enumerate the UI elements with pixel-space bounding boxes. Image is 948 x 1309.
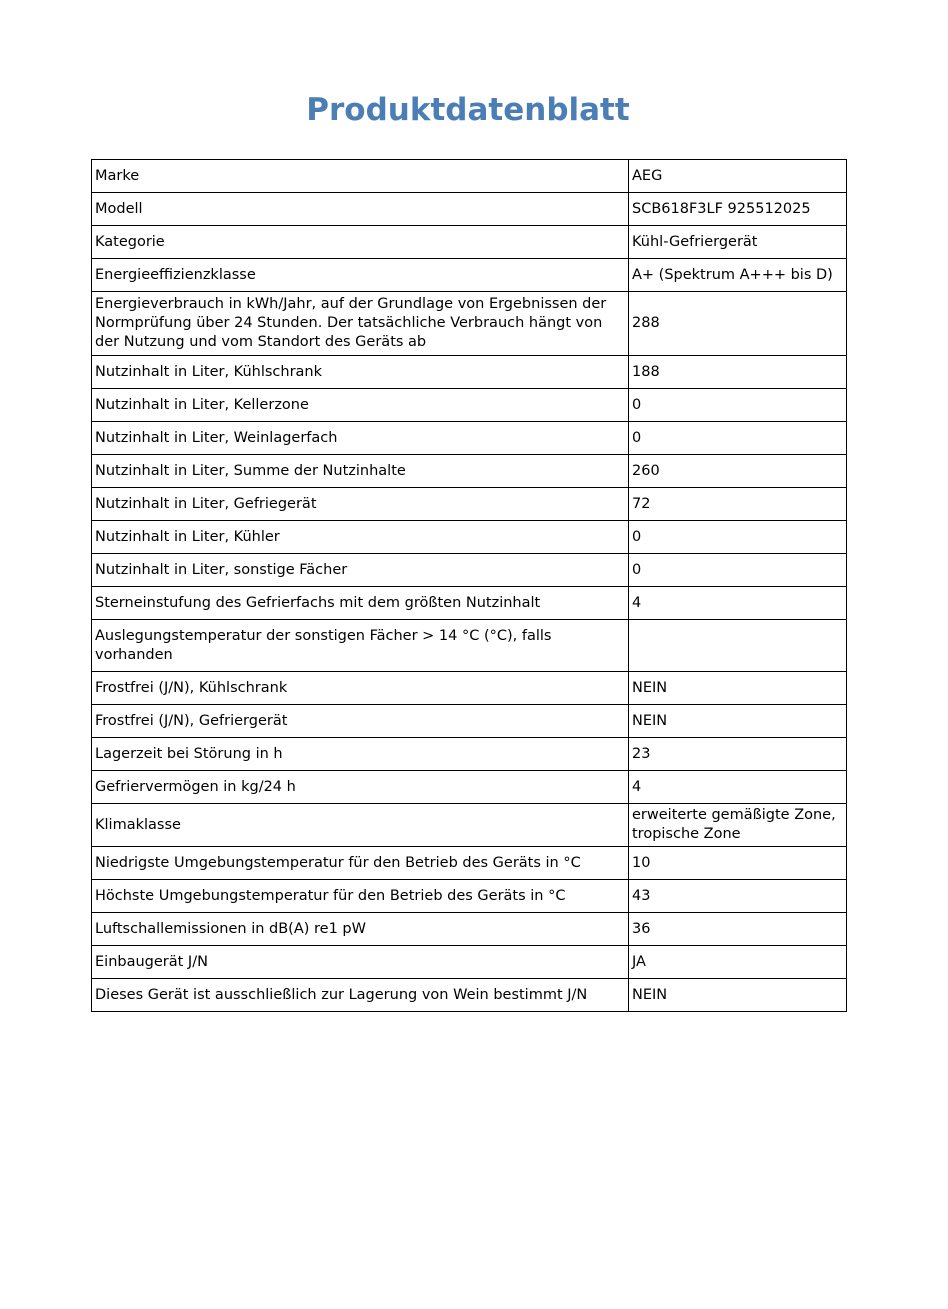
table-row-energieverbrauch <box>92 292 847 356</box>
row-label: Modell <box>92 193 629 226</box>
product-data-table-body <box>92 160 847 1012</box>
row-label: Sterneinstufung des Gefrierfachs mit dem größten Nutzinhalt <box>92 587 629 620</box>
row-value: A+ (Spektrum A+++ bis D) <box>629 259 847 292</box>
row-value: 4 <box>629 771 847 804</box>
table-row-kategorie <box>92 226 847 259</box>
table-row-klimaklasse <box>92 804 847 847</box>
table-row-nutzinhalt-kuehlschrank <box>92 356 847 389</box>
row-label: Gefriervermögen in kg/24 h <box>92 771 629 804</box>
row-value: 10 <box>629 847 847 880</box>
row-label: Kategorie <box>92 226 629 259</box>
table-row-nutzinhalt-gefriegeraet <box>92 488 847 521</box>
row-label: Frostfrei (J/N), Kühlschrank <box>92 672 629 705</box>
table-row-luftschallemissionen <box>92 913 847 946</box>
table-row-auslegungstemperatur <box>92 620 847 672</box>
row-value: Kühl-Gefriergerät <box>629 226 847 259</box>
row-value: 0 <box>629 554 847 587</box>
row-value <box>629 620 847 672</box>
table-row-marke <box>92 160 847 193</box>
row-value: 288 <box>629 292 847 356</box>
row-label: Marke <box>92 160 629 193</box>
table-row-energieeffizienzklasse <box>92 259 847 292</box>
row-label: Nutzinhalt in Liter, Gefriegerät <box>92 488 629 521</box>
row-value: 72 <box>629 488 847 521</box>
row-value: NEIN <box>629 705 847 738</box>
row-value: 4 <box>629 587 847 620</box>
row-value: AEG <box>629 160 847 193</box>
table-row-nutzinhalt-summe <box>92 455 847 488</box>
table-row-nutzinhalt-kellerzone <box>92 389 847 422</box>
table-row-niedrigste-temperatur <box>92 847 847 880</box>
table-row-nutzinhalt-weinlagerfach <box>92 422 847 455</box>
row-label: Nutzinhalt in Liter, Summe der Nutzinhalte <box>92 455 629 488</box>
row-label: Energieverbrauch in kWh/Jahr, auf der Grundlage von Ergebnissen der Normprüfung über 24 Stunden. Der tatsächliche Verbrauch hängt von der Nutzung und vom Standort des Geräts ab <box>92 292 629 356</box>
row-label: Klimaklasse <box>92 804 629 847</box>
table-row-einbaugeraet <box>92 946 847 979</box>
table-row-frostfrei-kuehlschrank <box>92 672 847 705</box>
row-label: Frostfrei (J/N), Gefriergerät <box>92 705 629 738</box>
row-label: Energieeffizienzklasse <box>92 259 629 292</box>
row-label: Einbaugerät J/N <box>92 946 629 979</box>
row-value: 0 <box>629 422 847 455</box>
row-label: Nutzinhalt in Liter, Weinlagerfach <box>92 422 629 455</box>
row-value: SCB618F3LF 925512025 <box>629 193 847 226</box>
row-value: 36 <box>629 913 847 946</box>
row-value: JA <box>629 946 847 979</box>
table-row-sterneinstufung <box>92 587 847 620</box>
table-row-modell <box>92 193 847 226</box>
row-label: Nutzinhalt in Liter, Kühler <box>92 521 629 554</box>
row-label: Nutzinhalt in Liter, Kellerzone <box>92 389 629 422</box>
row-label: Höchste Umgebungstemperatur für den Betrieb des Geräts in °C <box>92 880 629 913</box>
row-label: Nutzinhalt in Liter, sonstige Fächer <box>92 554 629 587</box>
row-value: 23 <box>629 738 847 771</box>
table-row-hoechste-temperatur <box>92 880 847 913</box>
table-row-nutzinhalt-kuehler <box>92 521 847 554</box>
row-value: 0 <box>629 521 847 554</box>
row-label: Dieses Gerät ist ausschließlich zur Lagerung von Wein bestimmt J/N <box>92 979 629 1012</box>
page-title: Produktdatenblatt <box>306 92 630 128</box>
row-label: Lagerzeit bei Störung in h <box>92 738 629 771</box>
table-row-gefriervermoegen <box>92 771 847 804</box>
row-value: NEIN <box>629 979 847 1012</box>
row-label: Niedrigste Umgebungstemperatur für den Betrieb des Geräts in °C <box>92 847 629 880</box>
row-value: NEIN <box>629 672 847 705</box>
row-value: 188 <box>629 356 847 389</box>
table-row-frostfrei-gefriergeraet <box>92 705 847 738</box>
row-label: Luftschallemissionen in dB(A) re1 pW <box>92 913 629 946</box>
row-label: Auslegungstemperatur der sonstigen Fächer > 14 °C (°C), falls vorhanden <box>92 620 629 672</box>
table-row-nutzinhalt-sonstige <box>92 554 847 587</box>
row-value: 43 <box>629 880 847 913</box>
row-value: 260 <box>629 455 847 488</box>
row-value: erweiterte gemäßigte Zone, tropische Zone <box>629 804 847 847</box>
table-row-weinlagerung <box>92 979 847 1012</box>
product-data-table <box>91 159 847 1012</box>
row-value: 0 <box>629 389 847 422</box>
row-label: Nutzinhalt in Liter, Kühlschrank <box>92 356 629 389</box>
table-row-lagerzeit <box>92 738 847 771</box>
